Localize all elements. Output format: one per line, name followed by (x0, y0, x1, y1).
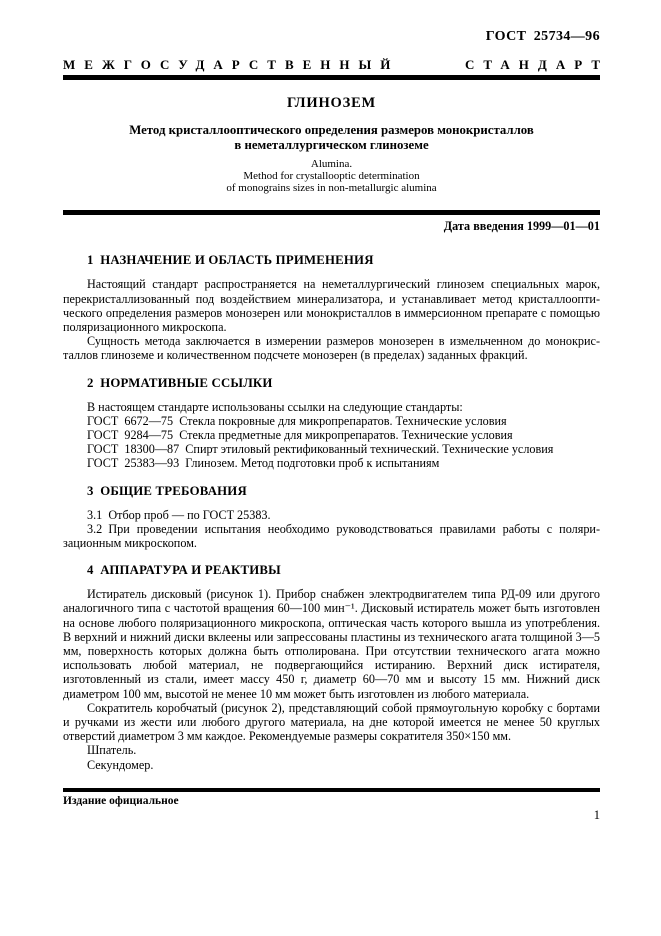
subtitle-line-1: Метод кристаллооптического определения размеров монокристаллов (129, 123, 534, 137)
section-3-heading: 3 ОБЩИЕ ТРЕБОВАНИЯ (87, 483, 247, 498)
reference-item-3: ГОСТ 18300—87 Спирт этиловый ректификованный технический. Технические условия (87, 442, 554, 457)
section-1-heading: 1 НАЗНАЧЕНИЕ И ОБЛАСТЬ ПРИМЕНЕНИЯ (87, 253, 374, 268)
reference-item-1: ГОСТ 6672—75 Стекла покровные для микропрепаратов. Технические условия (87, 413, 507, 428)
page-number: 1 (593, 808, 600, 822)
section-4-paragraph-1: Истиратель дисковый (рисунок 1). Прибор снабжен электродвигателем типа РД-09 или другого аналогичного типа с частотой вращения 60—100 мин⁻¹. Дисковый истиратель может быть изготовлен на основе любого поляризационного микроскопа, оптическая часть которого вышла из употребления. В верхний и нижний диски вклеены или запрессованы пластины из технического агата толщиной 3—5 мм, поверхность которых должна быть отполирована. При отсутствии технического агата можно использовать любой материал, не подвергающийся истиранию. Верхний диск истирателя, изготовленный из стали, имеет массу 450 г, диаметр 60—70 мм и высоту 15 мм. Нижний диск диаметром 100 мм, высотой не менее 10 мм может быть изготовлен из любого материала. (63, 587, 600, 701)
header-rule (63, 75, 600, 80)
document-subtitle (63, 123, 600, 153)
reference-item-2: ГОСТ 9284—75 Стекла предметные для микропрепаратов. Технические условия (87, 428, 513, 443)
english-title-line-1: Alumina. (310, 158, 353, 170)
document-title: ГЛИНОЗЕМ (286, 95, 377, 111)
section-4-item-stopwatch: Секундомер. (87, 757, 154, 772)
english-title-line-3: of monograins sizes in non-metallurgic alumina (226, 181, 437, 194)
effective-date: Дата введения 1999—01—01 (443, 219, 600, 234)
english-title-line-2: Method for crystallooptic determination (243, 169, 420, 182)
clause-3-2: 3.2 При проведении испытания необходимо руководствоваться правилами работы с поляризационным микроскопом. (63, 521, 600, 551)
edition-note: Издание официальное (63, 795, 179, 807)
section-1-paragraph-1: Настоящий стандарт распространяется на неметаллургический глинозем специальных марок, перекристаллизованный под воздействием минерализатора, и устанавливает метод кристаллооптического определения размеров монозерен или монокристаллов в иммерсионном препарате с помощью поляризационного микроскопа. (63, 277, 600, 334)
document-title-english (63, 159, 600, 194)
clause-3-1: 3.1 Отбор проб — по ГОСТ 25383. (87, 507, 271, 522)
footer-rule (63, 788, 600, 792)
section-4-item-spatula: Шпатель. (87, 743, 137, 758)
doc-code: ГОСТ 25734—96 (485, 29, 600, 44)
section-2-heading: 2 НОРМАТИВНЫЕ ССЫЛКИ (87, 375, 273, 390)
section-2-intro: В настоящем стандарте использованы ссылки на следующие стандарты: (87, 399, 463, 414)
section-4-paragraph-2: Сократитель коробчатый (рисунок 2), представляющий собой прямоугольную коробку с бортами и ручками из жести или любого другого материала, на дне которой имеется не менее 50 круглых отверстий диаметром 3 мм каждое. Рекомендуемые размеры сократителя 350×150 мм. (63, 700, 600, 744)
section-1-paragraph-2: Сущность метода заключается в измерении размеров монозерен в измельченном до монокристаллов глиноземе и количественном подсчете монозерен (в пределах) заданных фракций. (63, 334, 600, 363)
section-apparatus-reagents (63, 563, 600, 772)
standard-type-heading: МЕЖГОСУДАРСТВЕННЫЙ СТАНДАРТ (63, 57, 609, 72)
reference-item-4: ГОСТ 25383—93 Глинозем. Метод подготовки проб к испытаниям (87, 456, 440, 471)
separator-rule (63, 210, 600, 215)
section-scope (63, 253, 600, 362)
section-4-heading: 4 АППАРАТУРА И РЕАКТИВЫ (87, 563, 281, 578)
section-general-requirements (63, 484, 600, 551)
section-normative-references (63, 376, 600, 471)
subtitle-line-2: в неметаллургическом глиноземе (234, 138, 429, 152)
